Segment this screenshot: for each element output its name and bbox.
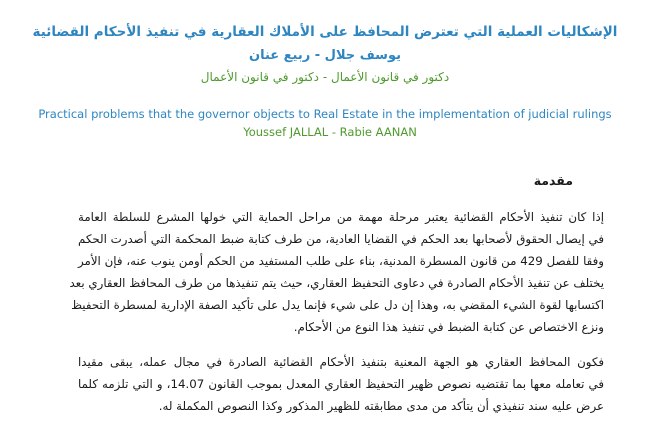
paragraph-1-line: يختلف عن تنفيذ الأحكام الصادرة في دعاوى التحفيظ العقاري، حيث يتم تنفيذها من طرف المحافظ العقاري بعد: [69, 276, 604, 290]
paragraph-2: [78, 351, 604, 417]
paragraph-1-line: ونزع الاختصاص عن كتابة الضبط في تنفيذ هذا النوع من الأحكام.: [293, 320, 604, 334]
paragraph-1-line: وفقا للفصل 429 من قانون المسطرة المدنية، بناء على طلب المستفيد من الحكم أومن ينوب عنه، فإن الأمر: [78, 254, 604, 268]
affiliation-arabic: دكتور في قانون الأعمال - دكتور في قانون الأعمال: [200, 70, 450, 84]
paper-title-arabic: الإشكاليات العملية التي تعترض المحافظ على الأملاك العقارية في تنفيذ الأحكام القضائية: [32, 24, 618, 40]
paragraph-2-line: فكون المحافظ العقاري هو الجهة المعنية بتنفيذ الأحكام القضائية الصادرة في مجال عمله، يبقى مقيدا: [78, 355, 604, 369]
authors-arabic: يوسف جلال - ربيع عنان: [248, 48, 402, 63]
paragraph-1-line: في إيصال الحقوق لأصحابها بعد الحكم في القضايا العادية، من طرف كتابة ضبط المحكمة التي أصدرت الحكم: [78, 232, 604, 246]
paragraph-2-line: في تعامله معها بما تقتضيه نصوص ظهير التحفيظ العقاري المعدل بموجب القانون 14.07، و التي تلزمه كلما: [78, 377, 604, 391]
paragraph-1-line: اكتسابها لقوة الشيء المقضي به، وهذا إن دل على شيء فإنما يدل على تأكيد الصفة الإدارية لمسطرة التحفيظ: [71, 298, 604, 312]
section-heading-introduction: مقدمة: [533, 173, 573, 188]
authors-english: Youssef JALLAL - Rabie AANAN: [243, 125, 417, 139]
paragraph-2-line: عرض عليه سند تنفيذي أن يتأكد من مدى مطابقته للظهير المذكور وكذا النصوص المكملة له.: [158, 399, 604, 413]
paragraph-1: [69, 206, 604, 338]
paragraph-1-line: إذا كان تنفيذ الأحكام القضائية يعتبر مرحلة مهمة من مراحل الحماية التي خولها المشرع للسلطة العامة: [78, 210, 604, 224]
paper-title-english: Practical problems that the governor objects to Real Estate in the implementation of judicial rulings: [38, 107, 612, 121]
